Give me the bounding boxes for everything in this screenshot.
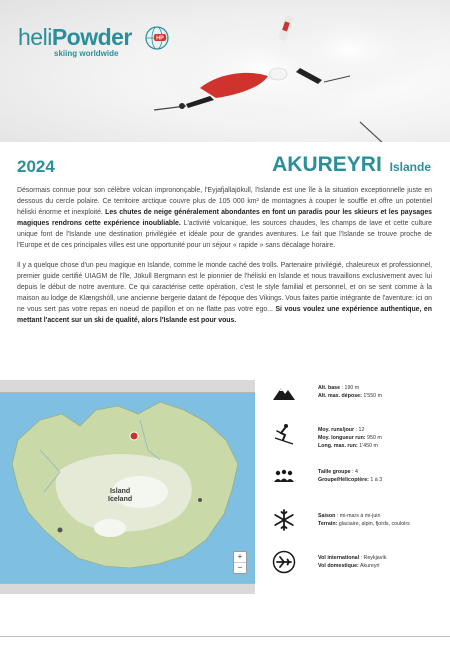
map-zoom-controls [233,551,247,574]
fact-runs-per-day-value: : 12 [354,427,365,433]
bottom-divider [0,636,450,637]
brand-name-bold: Powder [51,24,132,50]
map-country-label [108,488,132,504]
fact-runs-text [318,426,382,450]
intro-p1-highlight: Les chutes de neige généralement abondantes en font un paradis pour les skieurs et les paysages magiques rendrons cette expérience inoubliable. [17,209,432,227]
globe-logo-icon [145,26,169,50]
intro-paragraph-1 [17,185,432,251]
badge-text: HP [156,35,164,42]
fact-season-value: : mi-mars à mi-juin [335,513,381,519]
fact-altitude-base-key: Alt. base [318,385,341,391]
fact-flight-intl-value: : Reykjavík [359,555,387,561]
fact-altitude-base-value: : 190 m [340,385,360,391]
fact-altitude-max-value: 1'550 m [361,393,383,399]
fact-group-heli-key: Groupe/Hélicoptère: [318,477,369,483]
fact-terrain-value: glaciaire, alpin, fjords, couloirs [337,521,410,527]
brand-name [18,24,132,51]
hero-banner [0,0,450,142]
destination-name: AKUREYRI [272,153,382,176]
intro-text [17,185,432,335]
zoom-out-button[interactable]: − [237,563,243,572]
fact-altitude-text [318,384,382,400]
fact-flight-domestic-key: Vol domestique: [318,563,359,569]
fact-group-size-value: : 4 [350,469,358,475]
fact-runs-per-day-key: Moy. runs/jour [318,427,355,433]
destination-title [272,153,431,177]
fact-altitude [266,380,446,410]
iceland-map[interactable] [0,380,255,594]
map-footer [0,583,255,594]
fact-season-key: Saison [318,513,336,519]
fact-flight-intl-key: Vol international [318,555,360,561]
fact-runs-max-length-key: Long. max. run: [318,443,358,449]
iceland-map-drawing [0,380,255,594]
fact-altitude-max-key: Alt. max. dépose: [318,393,362,399]
zoom-in-button[interactable]: + [234,552,246,563]
fact-runs-max-length-value: 1'450 m [357,443,378,449]
fact-group [266,464,446,494]
fact-flights-text [318,554,386,570]
intro-paragraph-2 [17,260,432,326]
fact-runs-avg-length-value: 950 m [365,435,382,441]
destination-country: Islande [389,160,431,174]
brand-logo[interactable] [18,24,132,58]
snowflake-icon [272,508,296,532]
intro-p1-text: Désormais connue pour son célèbre volcan imprononçable, l'Eyjafjallajökull, l'Islande est une île à la situation exceptionnelle juste en dessous du cercle polaire. Ce territoire arctique couvre plus de 105 000 km² de montagnes à couper le souffle et offre un potentiel héliski énorme et inexploité. [17,187,432,216]
skier-photo [150,10,450,142]
map-label-line1: Island [109,488,131,495]
fact-group-text [318,468,382,484]
intro-p2-text: Il y a quelque chose d'un peu magique en Islande, comme le monde caché des trolls. Partenaire privilégié, chaleureux et professionnel, premier guide certifié UIAGM de l'île, Jökull Bergmann est le pionnier de l'héliski en Islande et nous travaillons exclusivement avec lui depuis le début de notre aventure. Ce qui caractérise cette opération, c'est le style familial et personnel, et on se sent comme à la maison au lodge de Klængshóll, une ancienne bergerie datant de l'époque des Vikings. Vous faites partie intégrante de l'aventure: ici on ne vous sert pas votre repas en noeud de papillon et on ne flatte pas votre ego... [17,262,432,313]
fact-flights [266,550,446,580]
fact-group-heli-value: 1 à 3 [368,477,383,483]
intro-p2-highlight: Si vous voulez une expérience authentique, en mettant l'accent sur un ski de qualité, alors l'Islande est pour vous. [17,306,432,324]
airplane-icon [272,550,296,574]
brand-name-light: heli [18,24,52,50]
group-icon [272,464,296,488]
brand-tagline: skiing worldwide [54,49,119,58]
fact-season [266,508,446,538]
map-label-line2: Iceland [108,496,133,503]
fact-runs [266,422,446,452]
fact-flight-domestic-value: Akureyri [358,563,380,569]
mountain-icon [272,380,296,404]
intro-p1-text-end: L'activité volcanique, les sources chaudes, les champs de lave et cette culture unique font de l'Islande une destination privilégiée et idéale pour de grandes aventures. Le fait que l'Islande se trouve proche de l'Europe et de ces principales villes est une opportunité pour un séjour « rapide » sans décalage horaire. [17,220,432,249]
fact-runs-avg-length-key: Moy. longueur run: [318,435,366,441]
fact-season-text [318,512,410,528]
year-title: 2024 [17,157,55,176]
fact-terrain-key: Terrain: [318,521,338,527]
skier-icon [272,422,296,446]
fact-group-size-key: Taille groupe [318,469,351,475]
